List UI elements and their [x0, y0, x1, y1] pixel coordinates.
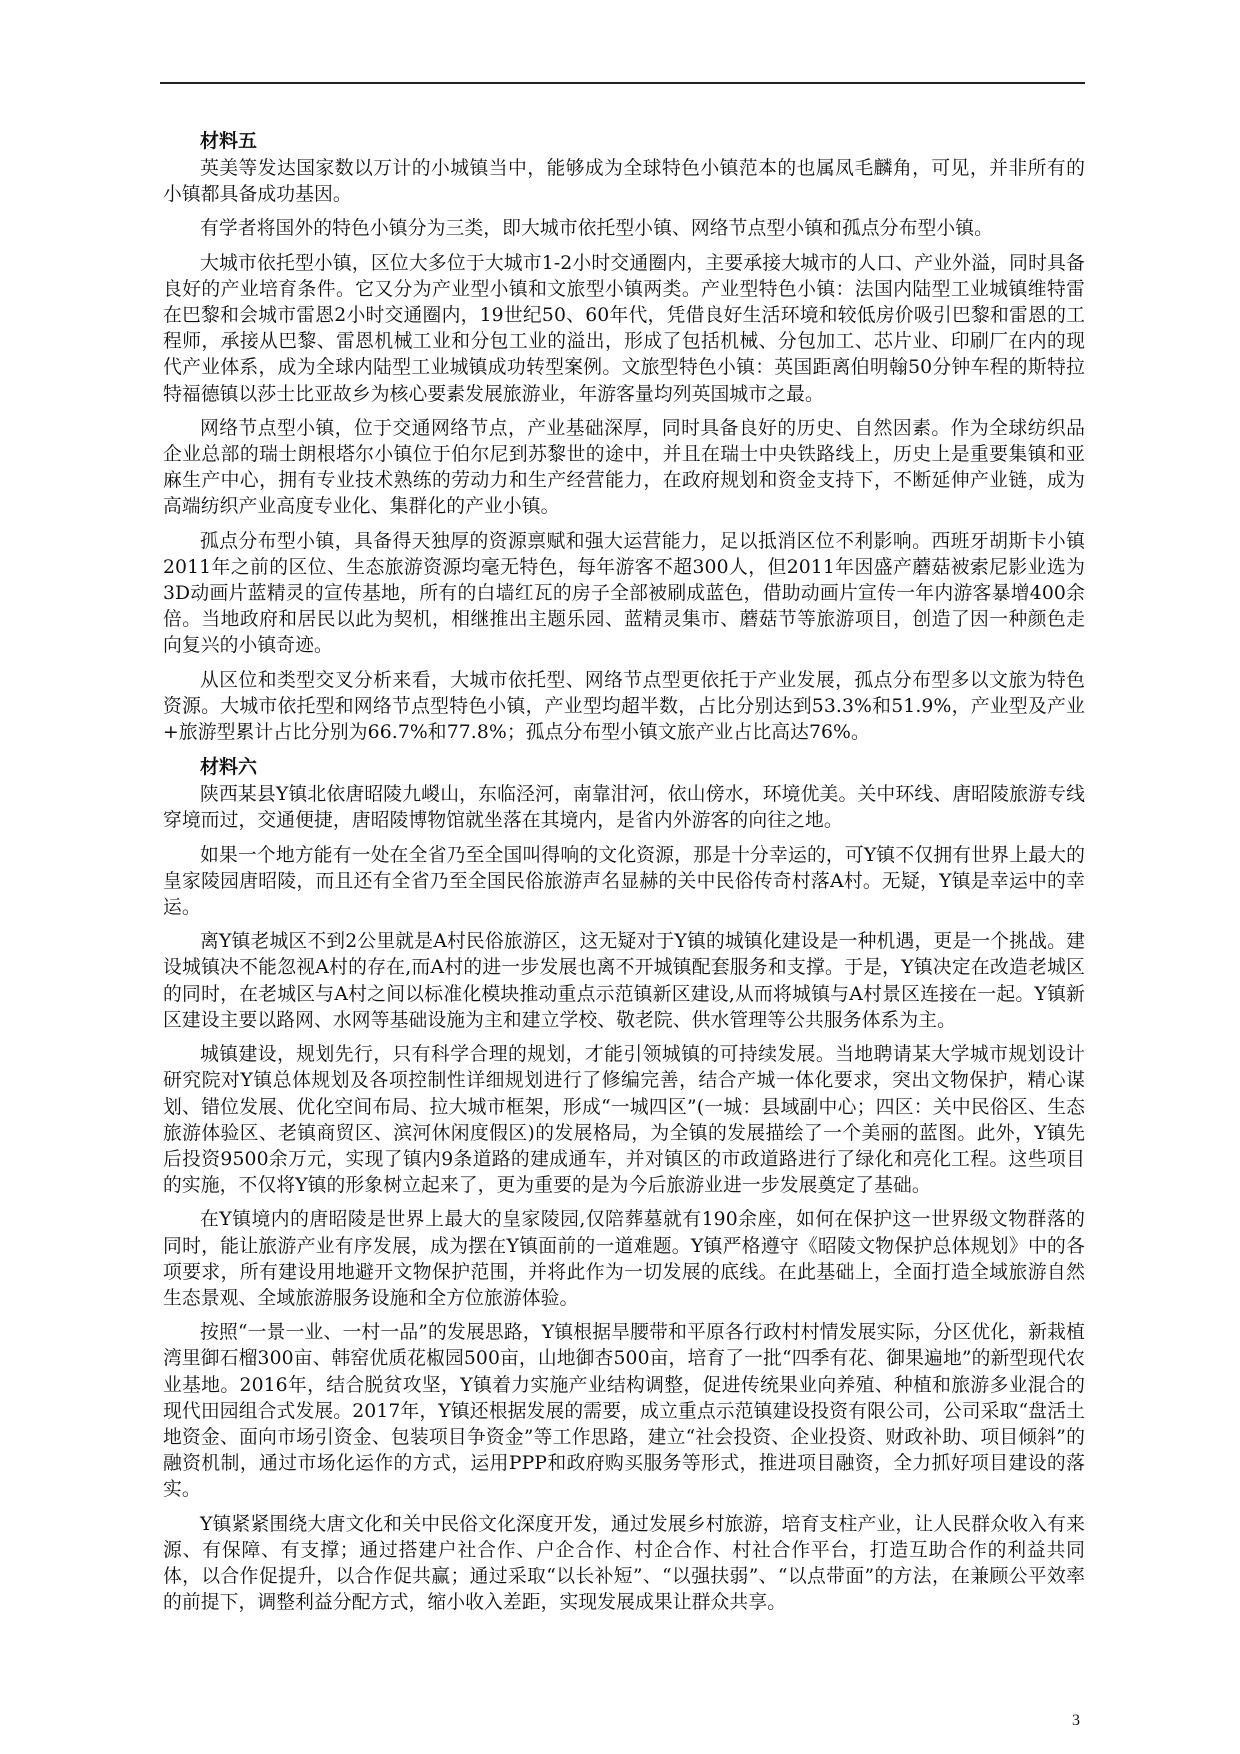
paragraph: Y镇紧紧围绕大唐文化和关中民俗文化深度开发，通过发展乡村旅游，培育支柱产业，让人民群众收入有来源、有保障、有支撑；通过搭建户社合作、户企合作、村企合作、村社合作平台，打造互助合作的利益共同体，以合作促提升，以合作促共赢；通过采取“以长补短”、“以强扶弱”、“以点带面”的方法，在兼顾公平效率的前提下，调整利益分配方式，缩小收入差距，实现发展成果让群众共享。: [163, 1513, 1085, 1614]
paragraph: 从区位和类型交叉分析来看，大城市依托型、网络节点型更依托于产业发展，孤点分布型多以文旅为特色资源。大城市依托型和网络节点型特色小镇，产业型均超半数，占比分别达到53.3%和51.9%，产业型及产业+旅游型累计占比分别为66.7%和77.8%；孤点分布型小镇文旅产业占比高达76%。: [163, 669, 1085, 744]
paragraph: 陕西某县Y镇北依唐昭陵九嵕山，东临泾河，南靠泔河，依山傍水，环境优美。关中环线、唐昭陵旅游专线穿境而过，交通便捷，唐昭陵博物馆就坐落在其境内，是省内外游客的向往之地。: [163, 784, 1085, 832]
page-number: 3: [1072, 1712, 1080, 1729]
paragraph: 有学者将国外的特色小镇分为三类，即大城市依托型小镇、网络节点型小镇和孤点分布型小镇。: [200, 218, 994, 240]
paragraph: 如果一个地方能有一处在全省乃至全国叫得响的文化资源，那是十分幸运的，可Y镇不仅拥有世界上最大的皇家陵园唐昭陵，而且还有全省乃至全国民俗旅游声名显赫的关中民俗传奇村落A村。无疑，Y镇是幸运中的幸运。: [163, 844, 1085, 919]
paragraph: 孤点分布型小镇，具备得天独厚的资源禀赋和强大运营能力，足以抵消区位不利影响。西班牙胡斯卡小镇2011年之前的区位、生态旅游资源均毫无特色，每年游客不超300人，但2011年因盛产蘑菇被索尼影业选为3D动画片蓝精灵的宣传基地，所有的白墙红瓦的房子全部被刷成蓝色，借助动画片宣传一年内游客暴增400余倍。当地政府和居民以此为契机，相继推出主题乐园、蓝精灵集市、蘑菇节等旅游项目，创造了因一种颜色走向复兴的小镇奇迹。: [163, 530, 1085, 657]
document-body: [163, 128, 1085, 1624]
paragraph: 城镇建设，规划先行，只有科学合理的规划，才能引领城镇的可持续发展。当地聘请某大学城市规划设计研究院对Y镇总体规划及各项控制性详细规划进行了修编完善，结合产城一体化要求，突出文物保护，精心谋划、错位发展、优化空间布局、拉大城市框架，形成“一城四区”(一城：县域副中心；四区：关中民俗区、生态旅游体验区、老镇商贸区、滨河休闲度假区)的发展格局，为全镇的发展描绘了一个美丽的蓝图。此外，Y镇先后投资9500余万元，实现了镇内9条道路的建成通车，并对镇区的市政道路进行了绿化和亮化工程。这些项目的实施，不仅将Y镇的形象树立起来了，更为重要的是为今后旅游业进一步发展奠定了基础。: [163, 1044, 1085, 1197]
section-heading-6: 材料六: [200, 756, 258, 779]
paragraph: 网络节点型小镇，位于交通网络节点，产业基础深厚，同时具备良好的历史、自然因素。作为全球纺织品企业总部的瑞士朗根塔尔小镇位于伯尔尼到苏黎世的途中，并且在瑞士中央铁路线上，历史上是重要集镇和亚麻生产中心，拥有专业技术熟练的劳动力和生产经营能力，在政府规划和资金支持下，不断延伸产业链，成为高端纺织产业高度专业化、集群化的产业小镇。: [163, 417, 1085, 518]
paragraph: 大城市依托型小镇，区位大多位于大城市1-2小时交通圈内，主要承接大城市的人口、产业外溢，同时具备良好的产业培育条件。它又分为产业型小镇和文旅型小镇两类。产业型特色小镇：法国内陆型工业城镇维特雷在巴黎和会城市雷恩2小时交通圈内，19世纪50、60年代，凭借良好生活环境和较低房价吸引巴黎和雷恩的工程师，承接从巴黎、雷恩机械工业和分包工业的溢出，形成了包括机械、分包加工、芯片业、印刷厂在内的现代产业体系，成为全球内陆型工业城镇成功转型案例。文旅型特色小镇：英国距离伯明翰50分钟车程的斯特拉特福德镇以莎士比亚故乡为核心要素发展旅游业，年游客量均列英国城市之最。: [163, 252, 1085, 405]
paragraph: 离Y镇老城区不到2公里就是A村民俗旅游区，这无疑对于Y镇的城镇化建设是一种机遇，更是一个挑战。建设城镇决不能忽视A村的存在,而A村的进一步发展也离不开城镇配套服务和支撑。于是，Y镇决定在改造老城区的同时，在老城区与A村之间以标准化模块推动重点示范镇新区建设,从而将城镇与A村景区连接在一起。Y镇新区建设主要以路网、水网等基础设施为主和建立学校、敬老院、供水管理等公共服务体系为主。: [163, 931, 1085, 1031]
header-rule: [160, 82, 1085, 84]
paragraph: 英美等发达国家数以万计的小城镇当中，能够成为全球特色小镇范本的也属凤毛麟角，可见，并非所有的小镇都具备成功基因。: [163, 158, 1085, 206]
section-heading-5: 材料五: [200, 130, 258, 152]
paragraph: 按照“一景一业、一村一品”的发展思路，Y镇根据旱腰带和平原各行政村村情发展实际，分区优化，新栽植湾里御石榴300亩、韩窑优质花椒园500亩，山地御杏500亩，培育了一批“四季有花、御果遍地”的新型现代农业基地。2016年，结合脱贫攻坚，Y镇着力实施产业结构调整，促进传统果业向养殖、种植和旅游多业混合的现代田园组合式发展。2017年，Y镇还根据发展的需要，成立重点示范镇建设投资有限公司，公司采取“盘活土地资金、面向市场引资金、包装项目争资金”等工作思路，建立“社会投资、企业投资、财政补助、项目倾斜”的融资机制，通过市场化运作的方式，运用PPP和政府购买服务等形式，推进项目融资，全力抓好项目建设的落实。: [163, 1322, 1085, 1501]
paragraph: 在Y镇境内的唐昭陵是世界上最大的皇家陵园,仅陪葬墓就有190余座，如何在保护这一世界级文物群落的同时，能让旅游产业有序发展，成为摆在Y镇面前的一道难题。Y镇严格遵守《昭陵文物保护总体规划》中的各项要求，所有建设用地避开文物保护范围，并将此作为一切发展的底线。在此基础上，全面打造全域旅游自然生态景观、全域旅游服务设施和全方位旅游体验。: [163, 1209, 1085, 1309]
